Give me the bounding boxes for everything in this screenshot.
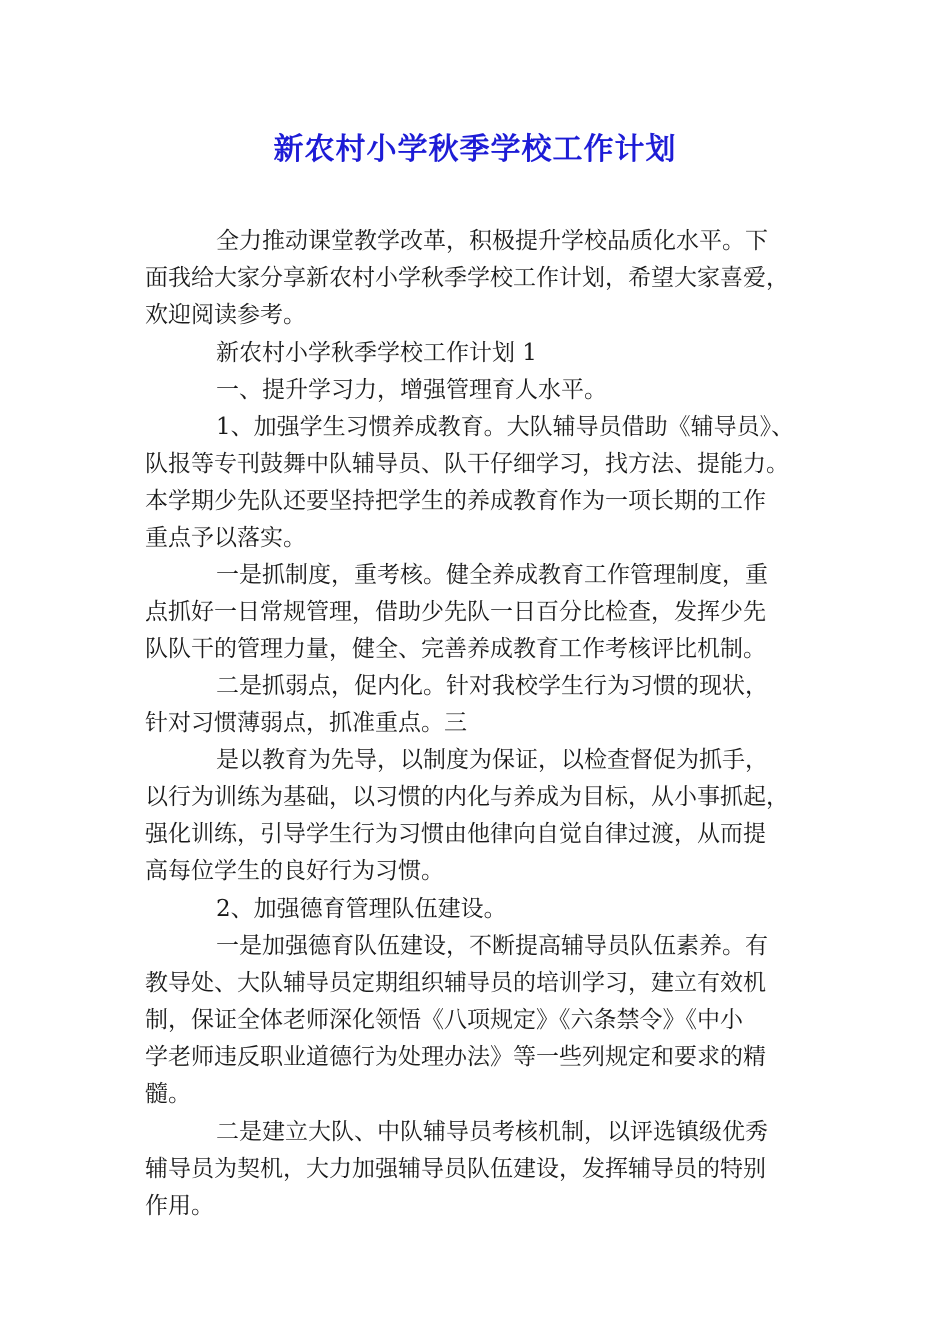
text-line: 针对习惯薄弱点，抓准重点。三 bbox=[145, 710, 467, 736]
text-line: 队报等专刊鼓舞中队辅导员、队干仔细学习，找方法、提能力。 bbox=[145, 451, 789, 477]
text-line: 一是抓制度，重考核。健全养成教育工作管理制度，重 bbox=[216, 562, 768, 588]
text-line: 作用。 bbox=[145, 1193, 214, 1219]
text-line: 是以教育为先导，以制度为保证，以检查督促为抓手， bbox=[216, 747, 768, 773]
text-line: 以行为训练为基础，以习惯的内化与养成为目标，从小事抓起， bbox=[145, 784, 789, 810]
text-line: 二是建立大队、中队辅导员考核机制，以评选镇级优秀 bbox=[216, 1119, 768, 1145]
text-line: 教导处、大队辅导员定期组织辅导员的培训学习，建立有效机 bbox=[145, 970, 766, 996]
section-heading: 2、加强德育管理队伍建设。 bbox=[216, 896, 507, 922]
text-line: 制，保证全体老师深化领悟《八项规定》《六条禁令》《中小 bbox=[145, 1007, 743, 1033]
section-heading: 一、提升学习力，增强管理育人水平。 bbox=[216, 377, 607, 403]
text-line: 面我给大家分享新农村小学秋季学校工作计划，希望大家喜爱， bbox=[145, 265, 789, 291]
text-line: 全力推动课堂教学改革，积极提升学校品质化水平。下 bbox=[216, 228, 768, 254]
section-heading: 新农村小学秋季学校工作计划 1 bbox=[216, 340, 537, 366]
text-line: 高每位学生的良好行为习惯。 bbox=[145, 858, 444, 884]
document-title: 新农村小学秋季学校工作计划 bbox=[273, 132, 677, 167]
text-line: 点抓好一日常规管理，借助少先队一日百分比检查，发挥少先 bbox=[145, 599, 766, 625]
text-line: 辅导员为契机，大力加强辅导员队伍建设，发挥辅导员的特别 bbox=[145, 1156, 766, 1182]
text-line: 二是抓弱点，促内化。针对我校学生行为习惯的现状， bbox=[216, 673, 768, 699]
text-line: 1、加强学生习惯养成教育。大队辅导员借助《辅导员》、 bbox=[216, 414, 795, 440]
text-line: 学老师违反职业道德行为处理办法》等一些列规定和要求的精 bbox=[145, 1044, 766, 1070]
text-line: 本学期少先队还要坚持把学生的养成教育作为一项长期的工作 bbox=[145, 488, 766, 514]
text-line: 强化训练，引导学生行为习惯由他律向自觉自律过渡，从而提 bbox=[145, 821, 766, 847]
text-line: 队队干的管理力量，健全、完善养成教育工作考核评比机制。 bbox=[145, 636, 766, 662]
text-line: 髓。 bbox=[145, 1081, 191, 1107]
text-line: 一是加强德育队伍建设，不断提高辅导员队伍素养。有 bbox=[216, 933, 768, 959]
text-line: 欢迎阅读参考。 bbox=[145, 302, 306, 328]
text-line: 重点予以落实。 bbox=[145, 525, 306, 551]
